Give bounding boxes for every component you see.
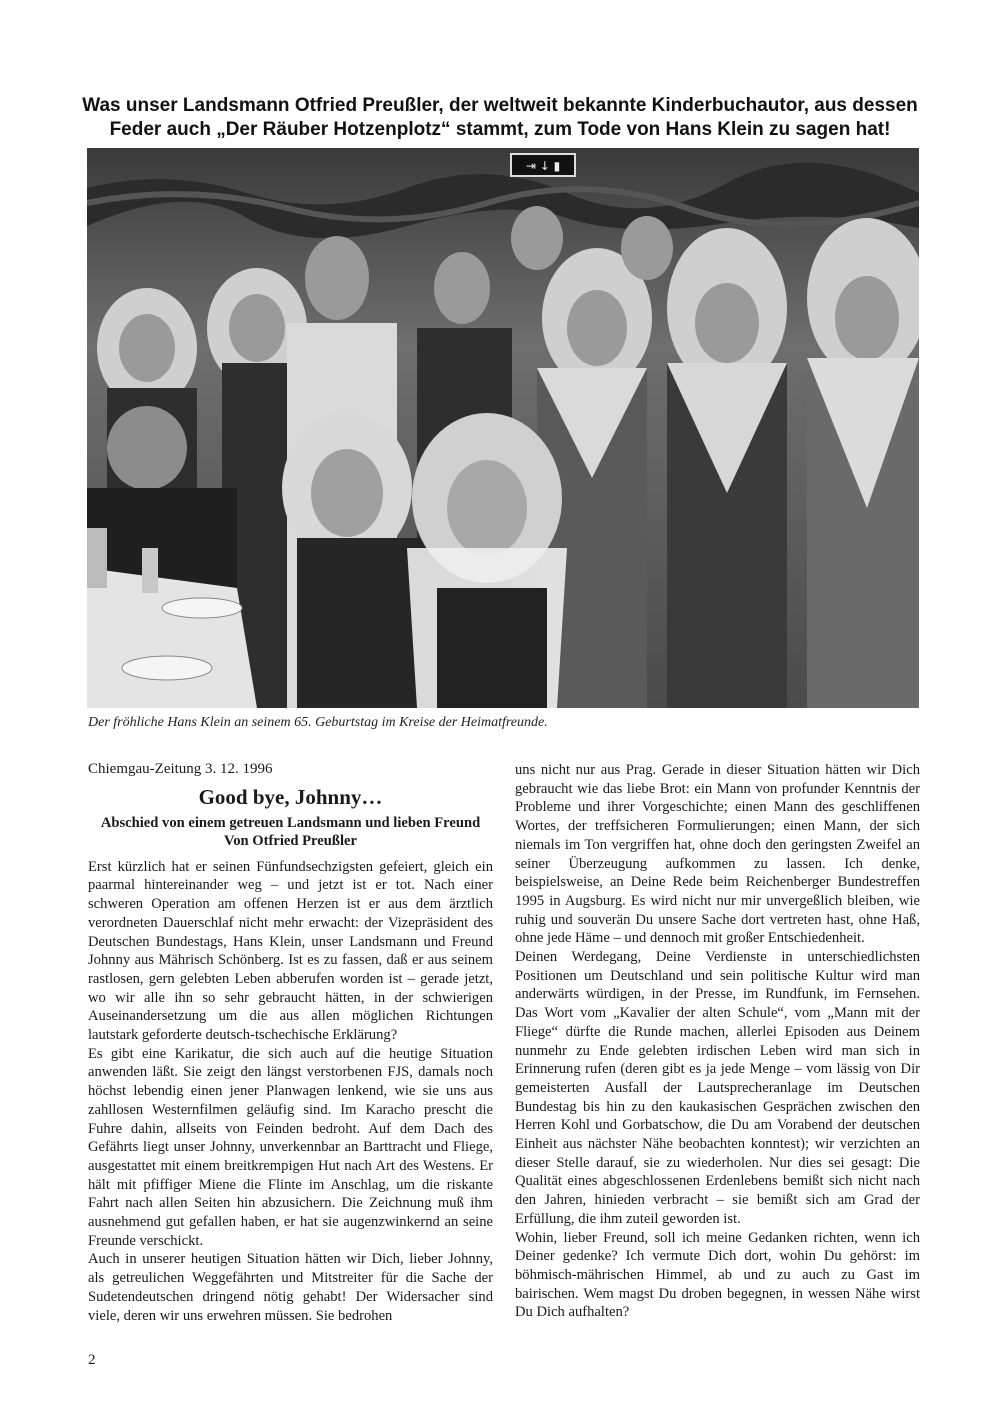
- article-source: Chiemgau-Zeitung 3. 12. 1996: [88, 761, 273, 777]
- photo-caption: Der fröhliche Hans Klein an seinem 65. Geburtstag im Kreise der Heimatfreunde.: [88, 715, 548, 730]
- paragraph: Es gibt eine Karikatur, die sich auch auf die heutige Situation anwenden läßt. Sie zeigt den längst verstorbenen FJS, damals noch höchst lebendig einen jener Planwagen lenkend, wie sie uns aus zahllosen Westernfilmen geläufig sind. Im Karacho prescht die Fuhre dahin, allseits von Feinden bedroht. Auf dem Dach des Gefährts liegt unser Johnny, unverkennbar an Barttracht und Fliege, ausgestattet mit einem breitkrempigen Hut nach Art des Westens. Er hält mit pfiffiger Miene die Flinte im Anschlag, um die riskante Fahrt nach allen Seiten hin abzusichern. Die Zeichnung muß ihm ausnehmend gut gefallen haben, er hat sie augenzwinkernd an seine Freunde verschickt.: [88, 1045, 493, 1249]
- paragraph: Erst kürzlich hat er seinen Fünfundsechzigsten gefeiert, gleich ein paarmal hintereinander weg – und jetzt ist er tot. Nach einer schweren Operation am offenen Herzen ist er aus dem ärztlich verordneten Dauerschlaf nicht mehr erwacht: der Vizepräsident des Deutschen Bundestags, Hans Klein, unser Landsmann und Freund Johnny aus Mährisch Schönberg. Ist es zu fassen, daß er aus seinem rastlosen, gern gelebten Leben abberufen worden ist – gerade jetzt, wo wir alle ihn so sehr gebraucht hätten, in der schwierigen Auseinandersetzung um die aus allen möglichen Richtungen lautstark geforderte deutsch-tschechische Erklärung?: [88, 858, 493, 1044]
- headline-line-2: Feder auch „Der Räuber Hotzenplotz“ stammt, zum Tode von Hans Klein zu sagen hat!: [109, 119, 891, 140]
- article-subtitle: [88, 814, 493, 850]
- article-author: Von Otfried Preußler: [224, 832, 357, 849]
- group-photo-illustration: [87, 148, 919, 708]
- paragraph: Auch in unserer heutigen Situation hätten wir Dich, lieber Johnny, als getreulichen Weggefährten und Mitstreiter für die Sache der Sudetendeutschen dringend nötig gehabt! Der Widersacher sind viele, deren wir uns erwehren müssen. Sie bedrohen: [88, 1251, 493, 1324]
- paragraph: Deinen Werdegang, Deine Verdienste in unterschiedlichsten Positionen um Deutschland und sein politische Kultur wird man anderwärts würdigen, in der Presse, im Rundfunk, im Fernsehen. Das Wort vom „Kavalier der alten Schule“, vom „Mann mit der Fliege“ dürfte die Runde machen, allerlei Episoden aus Deinem nunmehr zu Ende gelebten irdischen Leben wird man sich in Erinnerung rufen (deren gibt es ja jede Menge – vom lässig von Dir gemeisterten Ausfall der Lautsprecheranlage im Deutschen Bundestag bis hin zu den kaukasischen Gesprächen zwischen den Herren Kohl und Gorbatschow, die Du am Vorabend der deutschen Einheit aus nächster Nähe beobachten konntest); wir verzichten an dieser Stelle darauf, sie zu wiederholen. Nur dies sei gesagt: Die Qualität eines abgeschlossenen Erdenlebens bemißt sich nicht nach den Jahren, hinieden verbracht – sie bemißt sich am Grad der Erfüllung, die ihm zuteil geworden ist.: [515, 949, 920, 1227]
- group-photo: [87, 148, 919, 708]
- exit-sign-text: ⇥ ↓ ▮: [525, 159, 561, 173]
- headline-line-1: Was unser Landsmann Otfried Preußler, der weltweit bekannte Kinderbuchautor, aus dessen: [82, 95, 918, 116]
- article-column-right: [515, 761, 920, 1322]
- article-title: Good bye, Johnny…: [198, 784, 383, 809]
- headline: [60, 94, 940, 142]
- article-subtitle-line-1: Abschied von einem getreuen Landsmann und lieben Freund: [100, 814, 481, 831]
- page-number: 2: [88, 1352, 96, 1368]
- paragraph: uns nicht nur aus Prag. Gerade in dieser Situation hätten wir Dich gebraucht wie das liebe Brot: ein Mann von profunder Kenntnis der Probleme und ihrer Vorgeschichte; einen Mann des geschliffenen Wortes, der treffsicheren Formulierungen; einen Mann, der sich niemals im Ton vergriffen hat, ohne doch den geringsten Zweifel an seiner Überzeugung aufkommen zu lassen. Ich denke, beispielsweise, an Deine Rede beim Reichenberger Bundestreffen 1995 in Augsburg. Es wird nicht nur mir unvergeßlich bleiben, wie ruhig und souverän Du unsere Sache dort vertreten hast, ohne Haß, ohne jede Häme – und dennoch mit großer Entschiedenheit.: [515, 762, 920, 947]
- paragraph: Wohin, lieber Freund, soll ich meine Gedanken richten, wenn ich Deiner gedenke? Ich vermute Dich dort, wohin Du gehörst: im böhmisch-mährischen Himmel, ab und zu auch zu Gast im bairischen. Wem magst Du droben begegnen, in wessen Nähe wirst Du Dich aufhalten?: [515, 1229, 920, 1321]
- article-column-left: [88, 760, 493, 1325]
